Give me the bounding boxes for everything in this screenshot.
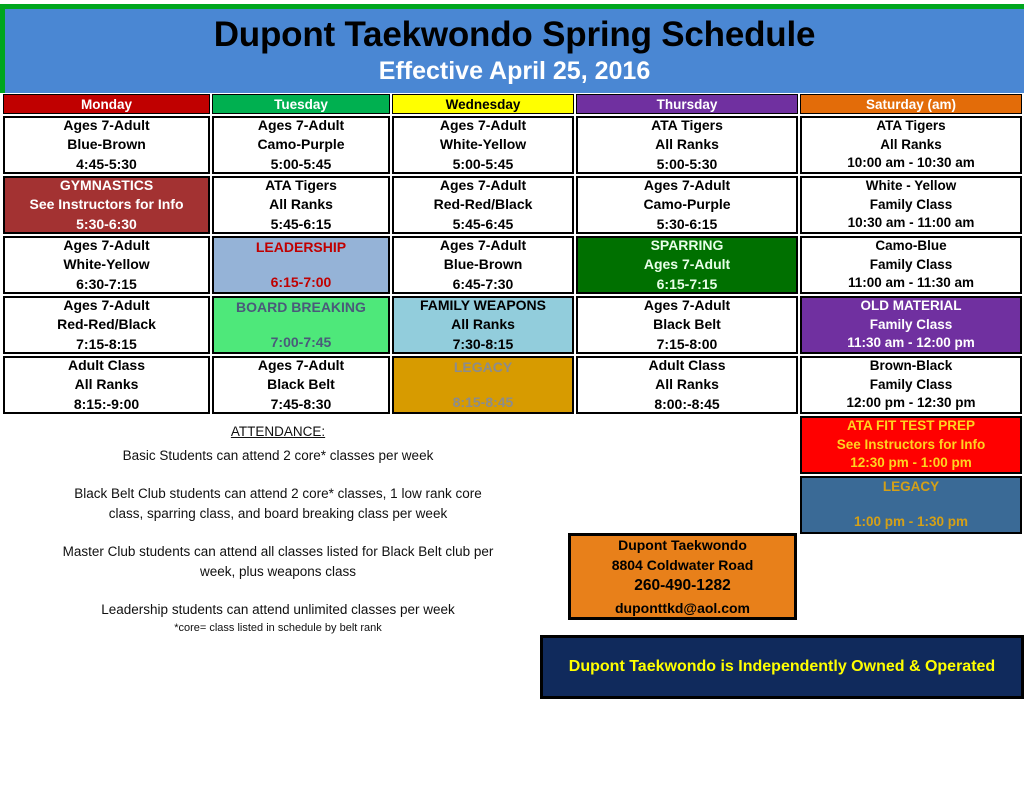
class-rank: Blue-Brown <box>67 136 146 153</box>
schedule-column-tue <box>212 94 390 416</box>
class-time: 7:15-8:00 <box>656 335 718 352</box>
class-time: 5:00-5:45 <box>452 155 514 172</box>
class-name: ATA FIT TEST PREP <box>847 418 975 434</box>
class-cell <box>392 296 574 354</box>
class-rank: Blue-Brown <box>443 256 523 273</box>
class-name: ATA Tigers <box>876 118 946 134</box>
class-time: 12:00 pm - 12:30 pm <box>846 395 976 411</box>
class-cell <box>212 116 390 174</box>
class-name: Brown-Black <box>869 358 953 374</box>
class-time: 6:45-7:30 <box>452 275 514 292</box>
class-time: 11:30 am - 12:00 pm <box>847 335 975 351</box>
class-cell <box>576 176 798 234</box>
contact-email[interactable]: duponttkd@aol.com <box>615 599 750 616</box>
class-name: BOARD BREAKING <box>236 299 366 315</box>
day-header-thu: Thursday <box>576 94 798 114</box>
class-time: 5:00-5:45 <box>270 155 332 172</box>
class-time: 4:45-5:30 <box>76 155 137 172</box>
class-name: Ages 7-Adult <box>257 117 345 134</box>
class-name: SPARRING <box>650 237 724 254</box>
class-name: Ages 7-Adult <box>63 237 150 254</box>
class-time: 1:00 pm - 1:30 pm <box>853 514 969 530</box>
class-rank: Family Class <box>869 316 953 332</box>
class-rank: Black Belt <box>267 376 335 393</box>
class-name: ATA Tigers <box>265 177 337 194</box>
class-time: 5:45-6:45 <box>452 215 514 232</box>
class-cell <box>3 236 210 294</box>
class-name: Ages 7-Adult <box>257 357 345 374</box>
class-rank: Red-Red/Black <box>57 316 156 333</box>
attendance-footnote: *core= class listed in schedule by belt rank <box>174 622 382 635</box>
ownership-banner <box>540 635 1024 699</box>
class-name: ATA Tigers <box>651 117 723 134</box>
class-cell <box>800 236 1022 294</box>
class-cell <box>3 296 210 354</box>
class-rank: Family Class <box>869 196 953 212</box>
title-banner <box>0 4 1024 93</box>
class-rank: Ages 7-Adult <box>643 256 731 273</box>
class-cell <box>576 236 798 294</box>
day-header-tue: Tuesday <box>212 94 390 114</box>
class-time: 5:45-6:15 <box>270 215 332 232</box>
class-rank: All Ranks <box>451 316 515 333</box>
class-cell <box>3 356 210 414</box>
attendance-line-master-2: week, plus weapons class <box>199 564 357 580</box>
class-name: LEGACY <box>882 479 940 494</box>
class-cell <box>800 116 1022 174</box>
effective-date: Effective April 25, 2016 <box>378 56 651 85</box>
class-time: 7:30-8:15 <box>452 335 514 352</box>
class-cell <box>576 296 798 354</box>
class-cell <box>800 416 1022 474</box>
contact-box <box>568 533 797 620</box>
class-cell <box>212 356 390 414</box>
class-cell <box>800 476 1022 534</box>
attendance-line-basic: Basic Students can attend 2 core* classes per week <box>122 448 434 463</box>
class-name: Adult Class <box>648 357 726 374</box>
class-time: 7:00-7:45 <box>270 333 332 350</box>
class-cell <box>212 176 390 234</box>
class-time: 8:15:-9:00 <box>73 395 140 412</box>
class-cell <box>392 236 574 294</box>
class-rank: See Instructors for Info <box>29 196 184 213</box>
class-name: Ages 7-Adult <box>63 117 150 134</box>
class-time: 5:30-6:30 <box>76 215 137 232</box>
class-time: 10:00 am - 10:30 am <box>847 155 975 171</box>
day-header-sat: Saturday (am) <box>800 94 1022 114</box>
class-cell <box>212 236 390 294</box>
class-name: Ages 7-Adult <box>439 237 527 254</box>
class-rank: Family Class <box>869 376 953 392</box>
schedule-column-mon <box>3 94 210 416</box>
class-rank: All Ranks <box>880 136 942 152</box>
class-cell <box>3 176 210 234</box>
class-rank: Camo-Purple <box>257 136 345 153</box>
page-title: Dupont Taekwondo Spring Schedule <box>213 14 816 54</box>
class-name: GYMNASTICS <box>59 177 154 194</box>
contact-phone[interactable]: 260-490-1282 <box>634 577 731 595</box>
class-rank: All Ranks <box>655 136 719 153</box>
class-time: 11:00 am - 11:30 am <box>847 275 975 291</box>
class-rank: White-Yellow <box>439 136 527 153</box>
class-time: 7:15-8:15 <box>76 335 137 352</box>
class-rank: Black Belt <box>653 316 721 333</box>
class-rank: Red-Red/Black <box>433 196 533 213</box>
attendance-heading: ATTENDANCE: <box>230 424 326 439</box>
class-cell <box>576 116 798 174</box>
class-name: Ages 7-Adult <box>439 177 527 194</box>
class-time: 5:00-5:30 <box>656 155 718 172</box>
class-time: 12:30 pm - 1:00 pm <box>850 455 972 471</box>
class-cell <box>800 296 1022 354</box>
class-time: 6:15-7:15 <box>656 275 718 292</box>
class-time: 6:30-7:15 <box>76 275 137 292</box>
class-rank: All Ranks <box>269 196 333 213</box>
class-rank: Family Class <box>869 256 953 272</box>
class-name: OLD MATERIAL <box>860 298 962 314</box>
attendance-line-master-1: Master Club students can attend all classes listed for Black Belt club per <box>62 543 494 559</box>
class-time: 7:45-8:30 <box>270 395 332 412</box>
class-time: 10:30 am - 11:00 am <box>847 215 975 231</box>
schedule-column-sat <box>800 94 1022 536</box>
class-name: Ages 7-Adult <box>643 297 731 314</box>
class-name: Ages 7-Adult <box>643 177 731 194</box>
class-cell <box>576 356 798 414</box>
class-cell <box>3 116 210 174</box>
day-header-mon: Monday <box>3 94 210 114</box>
class-rank: See Instructors for Info <box>836 436 986 452</box>
class-name: Camo-Blue <box>875 238 947 254</box>
attendance-section <box>22 424 534 634</box>
class-name: Ages 7-Adult <box>63 297 150 314</box>
schedule-column-thu <box>576 94 798 416</box>
contact-name: Dupont Taekwondo <box>618 536 747 553</box>
class-time: 8:15-8:45 <box>452 393 514 410</box>
attendance-line-leadership: Leadership students can attend unlimited classes per week <box>101 601 455 617</box>
class-name: LEADERSHIP <box>255 239 347 255</box>
class-time: 6:15-7:00 <box>270 273 332 290</box>
class-cell <box>392 176 574 234</box>
ownership-banner-text: Dupont Taekwondo is Independently Owned & Operated <box>568 658 996 676</box>
class-cell <box>392 116 574 174</box>
class-cell <box>392 356 574 414</box>
class-cell <box>800 176 1022 234</box>
attendance-line-bbc-1: Black Belt Club students can attend 2 core* classes, 1 low rank core <box>74 485 482 501</box>
class-name: White - Yellow <box>865 178 957 194</box>
class-name: Adult Class <box>67 357 145 374</box>
class-time: 5:30-6:15 <box>656 215 718 232</box>
class-rank: Camo-Purple <box>643 196 731 213</box>
class-rank: All Ranks <box>74 376 139 393</box>
schedule-column-wed <box>392 94 574 416</box>
class-time: 8:00:-8:45 <box>654 395 720 412</box>
class-name: FAMILY WEAPONS <box>419 297 547 314</box>
day-header-wed: Wednesday <box>392 94 574 114</box>
contact-address: 8804 Coldwater Road <box>611 557 754 574</box>
class-rank: White-Yellow <box>63 256 150 273</box>
class-cell <box>800 356 1022 414</box>
class-rank: All Ranks <box>655 376 719 393</box>
class-cell <box>212 296 390 354</box>
class-name: Ages 7-Adult <box>439 117 527 134</box>
attendance-line-bbc-2: class, sparring class, and board breaking class per week <box>108 506 448 522</box>
class-name: LEGACY <box>453 359 513 375</box>
